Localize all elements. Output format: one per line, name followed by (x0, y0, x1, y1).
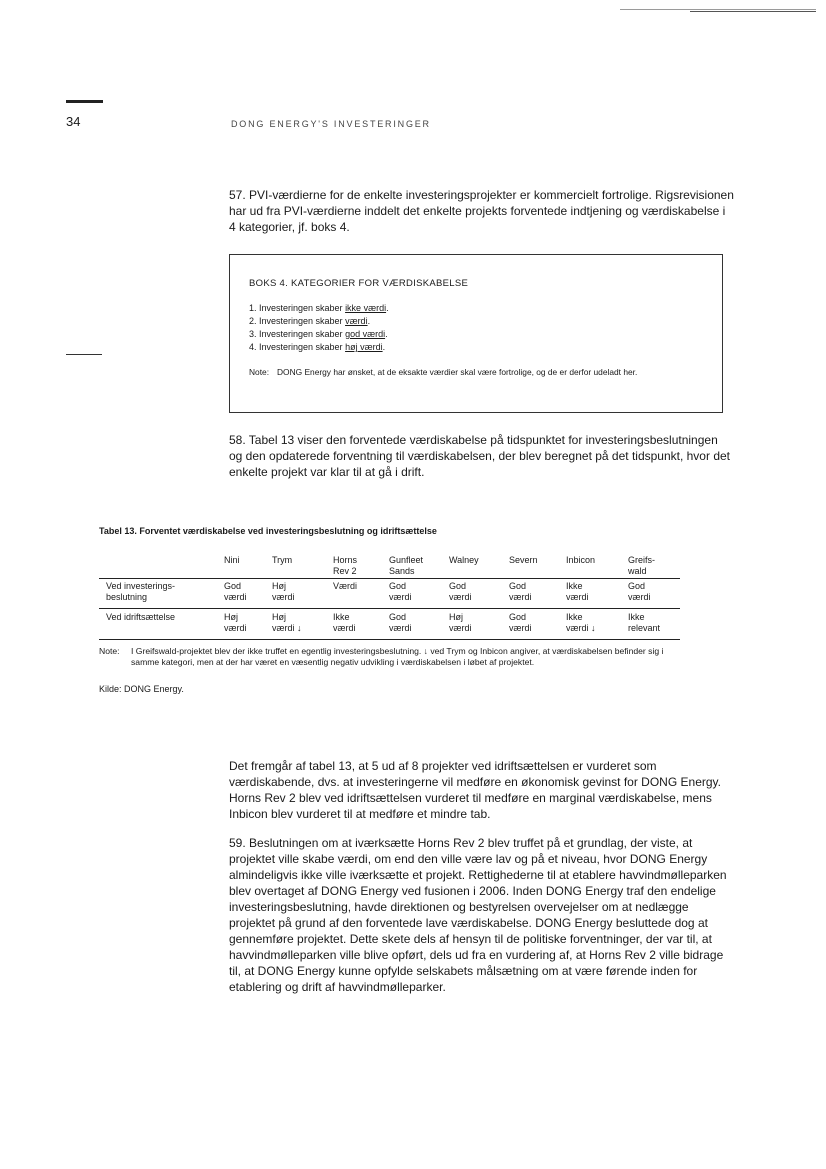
paragraph-after-table-text: Det fremgår af tabel 13, at 5 ud af 8 projekter ved idriftsættelsen er vurderet som værdiskabende, dvs. at investeringerne vil medføre en økonomisk gevinst for DONG Energy. Horns Rev 2 blev ved idriftsættelsen vurderet til medføre en marginal værdiskabelse, mens Inbicon blev vurderet til at medføre et mindre tab. (229, 759, 721, 821)
table-row-label (106, 581, 175, 603)
box-category-suffix: . (385, 329, 388, 339)
table-cell-line: værdi (389, 592, 412, 602)
top-rule (620, 9, 816, 10)
table-column-header-line: wald (628, 566, 647, 576)
table-cell (449, 612, 472, 634)
table-row-rule (99, 608, 680, 609)
paragraph-59-text: 59. Beslutningen om at iværksætte Horns Rev 2 blev truffet på et grundlag, der viste, at projektet ville skabe værdi, om end den ville være lav og på et niveau, hvor DONG Energy almindeligvis ikke ville iværksætte et projekt. Rettighederne til at etablere havvindmølleparken blev overtaget af DONG Energy ved fusionen i 2006. Inden DONG Energy traf den endelige investeringsbeslutning, havde direktionen og bestyrelsen overvejelser om at nedlægge projektet på grund af den forventede lave værdiskabelse. DONG Energy besluttede dog at gennemføre projektet. Dette skete dels af hensyn til de politiske forventninger, der var til, at havvindmølleparken ville blive opført, dels ud fra en vurdering af, at Horns Rev 2 ville bidrage til, at DONG Energy kunne opfylde selskabets målsætning om at være førende inden for etablering og drift af havvindmølleparker. (229, 836, 727, 994)
table-cell-line: Ikke (566, 612, 583, 622)
table-caption: Tabel 13. Forventet værdiskabelse ved investeringsbeslutning og idriftsættelse (99, 526, 437, 536)
table-column-header (224, 555, 240, 566)
paragraph-59 (229, 835, 734, 995)
table-note-label: Note: (99, 646, 120, 656)
table-cell-line: Ikke (566, 581, 583, 591)
table-column-header (333, 555, 357, 577)
box-category-emphasis: høj værdi (345, 342, 383, 352)
table-column-header-line: Horns (333, 555, 358, 565)
table-header-rule (99, 578, 680, 579)
box-category-emphasis: værdi (345, 316, 368, 326)
table-cell-line: Høj (272, 612, 286, 622)
table-cell (566, 581, 589, 603)
box-category-prefix: 1. Investeringen skaber (249, 303, 346, 313)
table-cell-line: værdi (509, 592, 532, 602)
table-cell-line: God (509, 581, 527, 591)
table-row-label-line: beslutning (106, 592, 148, 602)
table-cell-line: God (224, 581, 242, 591)
box-category-suffix: . (386, 303, 389, 313)
table-cell-line: God (628, 581, 646, 591)
table-column-header-line: Greifs- (628, 555, 655, 565)
paragraph-57-text: 57. PVI-værdierne for de enkelte investeringsprojekter er kommercielt fortrolige. Rigsrevisionen har ud fra PVI-værdierne inddelt det enkelte projekts forventede indtjening og værdiskabelse i 4 kategorier, jf. boks 4. (229, 188, 734, 234)
table-cell (224, 612, 247, 634)
table-cell (628, 581, 651, 603)
box-category-emphasis: god værdi (345, 329, 386, 339)
box-category-suffix: . (382, 342, 386, 352)
table-cell (272, 612, 302, 634)
table-column-header (449, 555, 479, 566)
table-cell (224, 581, 247, 603)
table-cell-line: værdi ↓ (272, 623, 302, 633)
margin-rule-thin (66, 354, 102, 355)
table-cell-line: værdi (628, 592, 651, 602)
table-row-label (106, 612, 175, 623)
box-category-prefix: 2. Investeringen skaber (249, 316, 346, 326)
table-cell-line: Ikke (333, 612, 350, 622)
table-cell-line: værdi (224, 592, 247, 602)
box-category-list (249, 302, 389, 354)
paragraph-58-text: 58. Tabel 13 viser den forventede værdiskabelse på tidspunktet for investeringsbeslutningen og den opdaterede forventning til værdiskabelsen, der blev beregnet på det tidspunkt, hvor det enkelte projekt var klar til at gå i drift. (229, 433, 730, 479)
table-cell-line: værdi (389, 623, 412, 633)
box-title: BOKS 4. KATEGORIER FOR VÆRDISKABELSE (249, 278, 469, 289)
table-cell-line: God (509, 612, 527, 622)
box-category-item (249, 315, 389, 328)
table-row-label-line: Ved investerings- (106, 581, 176, 591)
table-cell-line: værdi (449, 623, 472, 633)
table-source: Kilde: DONG Energy. (99, 684, 184, 694)
page-number: 34 (66, 114, 81, 129)
box-category-prefix: 3. Investeringen skaber (249, 329, 346, 339)
table-cell (509, 612, 532, 634)
paragraph-58 (229, 432, 734, 480)
table-column-header-line: Trym (272, 555, 293, 565)
table-cell (566, 612, 596, 634)
table-column-header-line: Severn (509, 555, 538, 565)
table-column-header-line: Walney (449, 555, 479, 565)
table-cell-line: God (389, 612, 407, 622)
box-category-prefix: 4. Investeringen skaber (249, 342, 346, 352)
box-note-label: Note: (249, 367, 270, 377)
table-cell (333, 612, 356, 634)
table-column-header-line: Nini (224, 555, 240, 565)
paragraph-57 (229, 187, 734, 235)
box-note (249, 367, 709, 378)
table-cell-line: værdi (224, 623, 247, 633)
box-category-item (249, 302, 389, 315)
table-cell-line: Ikke (628, 612, 645, 622)
box-category-item (249, 328, 389, 341)
table-bottom-rule (99, 639, 680, 640)
box-category-suffix: . (367, 316, 371, 326)
table-cell-line: værdi (449, 592, 472, 602)
table-note-text: I Greifswald-projektet blev der ikke truffet en egentlig investeringsbeslutning. ↓ ved Trym og Inbicon angiver, at værdiskabelsen befinder sig i samme kategori, men at der har været en væsentlig negativ udvikling i værdiskabelsen i løbet af projektet. (131, 646, 664, 667)
table-cell-line: relevant (628, 623, 661, 633)
table-cell-line: Høj (224, 612, 238, 622)
table-column-header-line: Rev 2 (333, 566, 357, 576)
table-cell (272, 581, 295, 603)
running-title: DONG ENERGY'S INVESTERINGER (231, 119, 431, 129)
table-column-header (509, 555, 538, 566)
table-cell-line: værdi ↓ (566, 623, 596, 633)
table-cell-line: værdi (509, 623, 532, 633)
table-cell (628, 612, 660, 634)
box-4 (229, 254, 723, 413)
table-row-label-line: Ved idriftsættelse (106, 612, 176, 622)
table-cell-line: God (389, 581, 407, 591)
paragraph-after-table (229, 758, 734, 822)
table-cell-line: Høj (449, 612, 463, 622)
table-cell-line: værdi (333, 623, 356, 633)
margin-rule-thick (66, 100, 103, 103)
table-cell-line: værdi (566, 592, 589, 602)
table-cell (389, 581, 412, 603)
table-column-header (566, 555, 595, 566)
table-cell (389, 612, 412, 634)
table-column-header-line: Gunfleet (389, 555, 424, 565)
table-column-header (272, 555, 292, 566)
table-column-header (389, 555, 423, 577)
table-cell-line: Værdi (333, 581, 358, 591)
table-cell (449, 581, 472, 603)
top-rule-dark (690, 11, 816, 12)
table-column-header-line: Inbicon (566, 555, 596, 565)
table-cell-line: Høj (272, 581, 286, 591)
table-cell-line: God (449, 581, 467, 591)
box-category-emphasis: ikke værdi (345, 303, 387, 313)
table-cell (333, 581, 357, 592)
table-cell (509, 581, 532, 603)
table-note (99, 646, 689, 668)
table-column-header-line: Sands (389, 566, 415, 576)
box-note-text: DONG Energy har ønsket, at de eksakte værdier skal være fortrolige, og de er derfor udeladt her. (277, 367, 638, 377)
table-cell-line: værdi (272, 592, 295, 602)
table-column-header (628, 555, 655, 577)
box-category-item (249, 341, 389, 354)
